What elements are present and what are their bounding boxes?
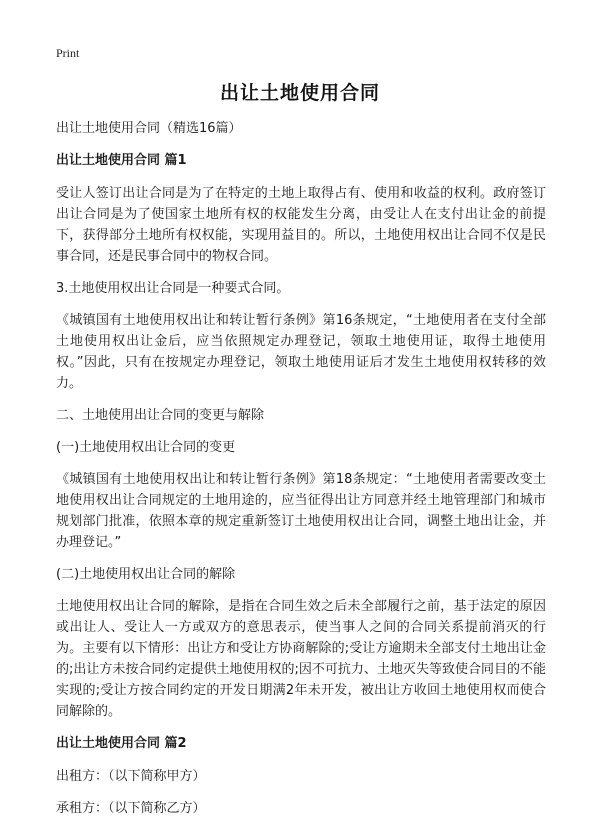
body-paragraph: 受让人签订出让合同是为了在特定的土地上取得占有、使用和收益的权利。政府签订出让合同是为了使国家土地所有权的权能发生分离，由受让人在支付出让金的前提下，获得部分土地所有权权能，实现用益目的。所以，土地使用权出让合同不仅是民事合同，还是民事合同中的物权合同。 xyxy=(56,186,546,264)
print-label: Print xyxy=(56,46,80,60)
body-paragraph: 二、土地使用出让合同的变更与解除 xyxy=(56,408,265,423)
body-paragraph: 承租方：（以下简称乙方） xyxy=(56,801,206,816)
body-paragraph: (一)土地使用权出让合同的变更 xyxy=(56,440,236,455)
section-heading: 出让土地使用合同 篇1 xyxy=(56,153,187,168)
body-paragraph: (二)土地使用权出让合同的解除 xyxy=(56,567,236,582)
body-paragraph: 土地使用权出让合同的解除，是指在合同生效之后未全部履行之前，基于法定的原因或出让人、受让人一方或双方的意思表示，使当事人之间的合同关系提前消灭的行为。主要有以下情形：出让方和受让方协商解除的;受让方逾期未全部支付土地出让金的;出让方未按合同约定提供土地使用权的;因不可抗力、土地灭失等致使合同目的不能实现的;受让方按合同约定的开发日期满2年未开发，被出让方收回土地使用权而使合同解除的。 xyxy=(56,599,546,719)
section-heading: 出让土地使用合同 篇2 xyxy=(56,736,187,751)
document-body xyxy=(56,118,546,830)
body-paragraph: 3.土地使用权出让合同是一种要式合同。 xyxy=(56,281,290,296)
body-paragraph: 《城镇国有土地使用权出让和转让暂行条例》第18条规定：“土地使用者需要改变土地使用权出让合同规定的土地用途的，应当征得出让方同意并经土地管理部门和城市规划部门批准，依照本章的规定重新签订土地使用权出让合同，调整土地出让金，并办理登记。” xyxy=(56,472,546,550)
subtitle-paragraph: 出让土地使用合同（精选16篇） xyxy=(56,121,242,136)
body-paragraph: 《城镇国有土地使用权出让和转让暂行条例》第16条规定，“土地使用者在支付全部土地使用权出让金后，应当依照规定办理登记，领取土地使用证，取得土地使用权。”因此，只有在按规定办理登记，领取土地使用证后才发生土地使用权转移的效力。 xyxy=(56,313,546,391)
body-paragraph: 出租方：（以下简称甲方） xyxy=(56,769,206,784)
document-title: 出让土地使用合同 xyxy=(219,82,380,104)
